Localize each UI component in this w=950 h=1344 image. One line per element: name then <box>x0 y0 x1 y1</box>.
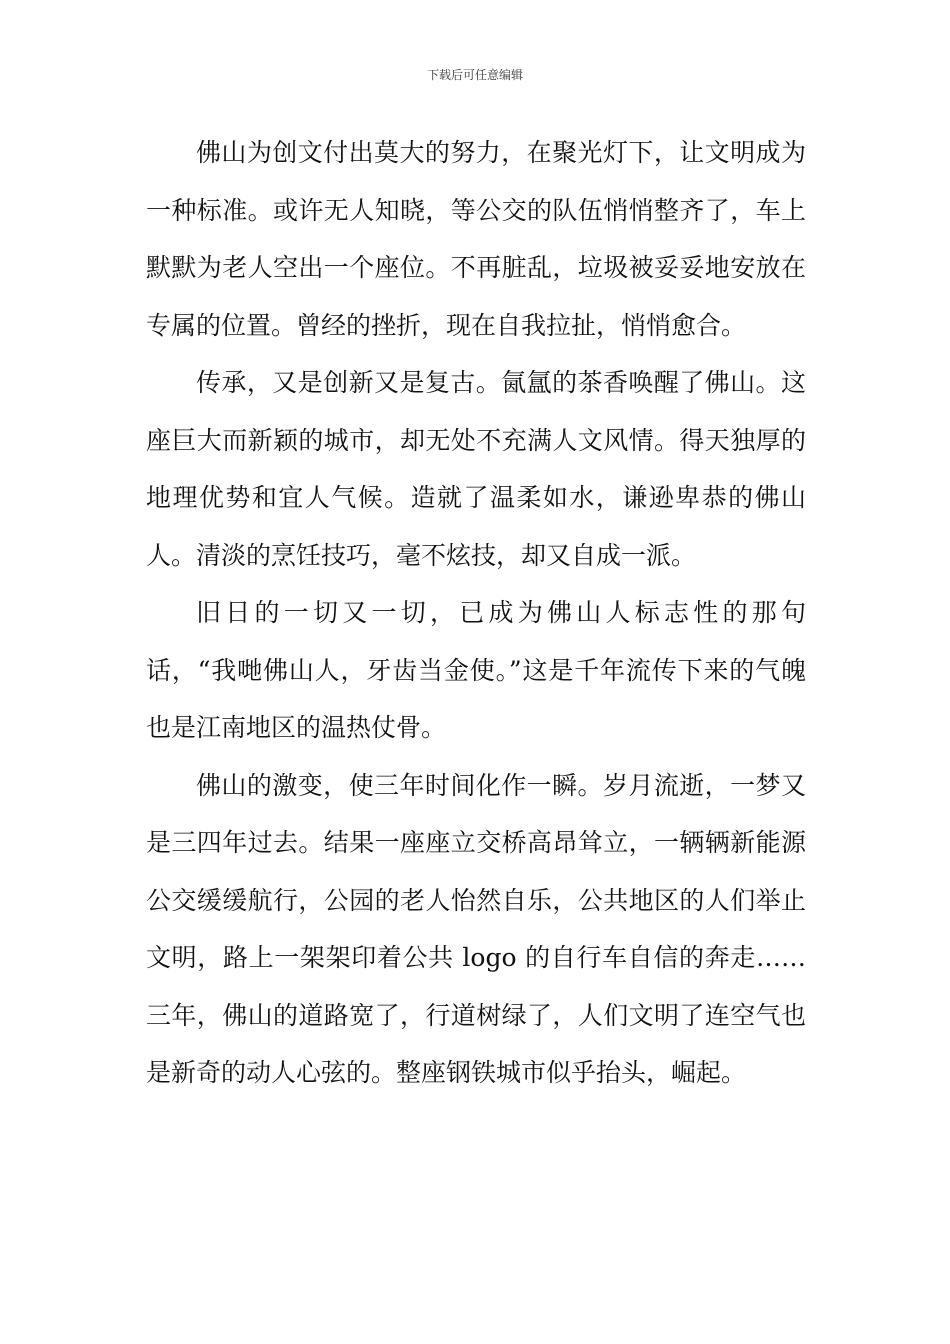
paragraph: 旧日的一切又一切，已成为佛山人标志性的那句话，“我哋佛山人，牙齿当金使。”这是千年流传下来的气魄也是江南地区的温热仗骨。 <box>146 598 806 742</box>
page-header: 下载后可任意编辑 <box>426 68 523 82</box>
document-body <box>146 124 806 1102</box>
paragraph: 佛山的激变，使三年时间化作一瞬。岁月流逝，一梦又是三四年过去。结果一座座立交桥高昂耸立，一辆辆新能源公交缓缓航行，公园的老人怡然自乐，公共地区的人们举止文明，路上一架架印着公共 logo 的自行车自信的奔走……三年，佛山的道路宽了，行道树绿了，人们文明了连空气也是新奇的动人心弦的。整座钢铁城市似乎抬头，崛起。 <box>146 770 806 1087</box>
paragraph: 佛山为创文付出莫大的努力，在聚光灯下，让文明成为一种标准。或许无人知晓，等公交的队伍悄悄整齐了，车上默默为老人空出一个座位。不再脏乱，垃圾被妥妥地安放在专属的位置。曾经的挫折，现在自我拉扯，悄悄愈合。 <box>146 138 806 340</box>
paragraph: 传承，又是创新又是复古。氤氲的茶香唤醒了佛山。这座巨大而新颖的城市，却无处不充满人文风情。得天独厚的地理优势和宜人气候。造就了温柔如水，谦逊卑恭的佛山人。清淡的烹饪技巧，毫不炫技，却又自成一派。 <box>146 368 806 570</box>
